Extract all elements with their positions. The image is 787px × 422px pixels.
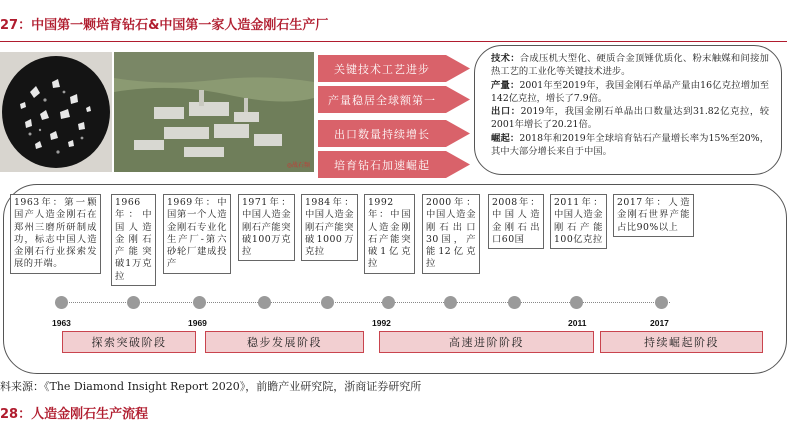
stage-high-speed: 高速进阶阶段 xyxy=(379,331,594,353)
arrow-label: 关键技术工艺进步 xyxy=(334,62,430,76)
arrow-label: 出口数量持续增长 xyxy=(334,127,430,141)
figure-header xyxy=(0,0,787,42)
photo-caption: ◎战石频 xyxy=(286,162,310,169)
tech-text: 合成压机大型化、硬质合金顶锤优质化、粉末触媒和间接加热工艺的工业化等关键技术进步。 xyxy=(491,53,769,78)
event-2017: 2017年：人造金刚石世界产能占比90%以上 xyxy=(613,194,694,237)
timeline-dot xyxy=(321,296,334,309)
year-label: 2011 xyxy=(568,318,587,328)
timeline-dot xyxy=(382,296,395,309)
event-2008: 2008年：中国人造金刚石出口60国 xyxy=(488,194,544,249)
output-heading: 产量： xyxy=(491,79,520,91)
stage-exploration: 探索突破阶段 xyxy=(62,331,196,353)
timeline-dot xyxy=(258,296,271,309)
year-label: 1963 xyxy=(52,318,71,328)
export-text: 2019年，我国金刚石单晶出口数量达到31.82亿克拉，较2001年增长了20.21倍。 xyxy=(491,106,769,131)
event-1969: 1969年：中国第一个人造金刚石专业化生产厂-第六砂轮厂建成投产 xyxy=(163,194,231,274)
rise-paragraph xyxy=(491,132,769,159)
year-label: 1969 xyxy=(188,318,207,328)
output-text: 2001年至2019年，我国金刚石单晶产量由16亿克拉增加至142亿克拉，增长了7.9倍。 xyxy=(491,79,769,104)
timeline-dot xyxy=(655,296,668,309)
source-note: 料来源：《The Diamond Insight Report 2020》，前瞻产业研究院，浙商证券研究所 xyxy=(0,380,422,393)
arrow-tech-progress xyxy=(318,55,470,82)
next-figure-title: 28：人造金刚石生产流程 xyxy=(0,407,149,422)
figure-title: 27：中国第一颗培育钻石&中国第一家人造金刚石生产厂 xyxy=(0,18,329,33)
diamond-photo xyxy=(0,52,112,172)
export-heading: 出口： xyxy=(491,106,521,118)
summary-box xyxy=(474,45,782,175)
stage-steady: 稳步发展阶段 xyxy=(205,331,364,353)
stage-continued-rise: 持续崛起阶段 xyxy=(600,331,763,353)
event-1992: 1992年：中国人造金刚石产能突破1亿克拉 xyxy=(364,194,415,274)
arrow-label: 产量稳居全球额第一 xyxy=(328,93,436,107)
rise-heading: 崛起： xyxy=(491,132,520,144)
tech-heading: 技术： xyxy=(491,53,520,64)
timeline-dot xyxy=(127,296,140,309)
arrow-export-growth xyxy=(318,120,470,147)
arrow-label: 培育钻石加速崛起 xyxy=(334,158,430,172)
export-paragraph xyxy=(491,105,769,132)
rise-text: 2018年和2019年全球培育钻石产量增长率为15%至20%，其中大部分增长来自于中国。 xyxy=(491,132,769,158)
event-1966: 1966年：中国人造金刚石产能突破1万克拉 xyxy=(111,194,156,286)
event-2011: 2011年：中国人造金刚石产能100亿克拉 xyxy=(550,194,607,249)
year-label: 2017 xyxy=(650,318,669,328)
factory-photo xyxy=(114,52,314,172)
output-paragraph xyxy=(491,79,769,106)
timeline-dot xyxy=(444,296,457,309)
tech-paragraph xyxy=(491,52,769,79)
timeline-dot xyxy=(55,296,68,309)
arrow-output-first xyxy=(318,86,470,113)
timeline-dot xyxy=(193,296,206,309)
arrow-rise xyxy=(318,151,470,178)
event-2000: 2000年：中国人造金刚石出口30国，产能12亿克拉 xyxy=(422,194,480,274)
event-1971: 1971年：中国人造金刚石产能突破100万克拉 xyxy=(238,194,295,261)
timeline-dot xyxy=(508,296,521,309)
timeline-dot xyxy=(570,296,583,309)
year-label: 1992 xyxy=(372,318,391,328)
event-1984: 1984年：中国人造金刚石产能突破1000万克拉 xyxy=(301,194,358,261)
event-1963: 1963年：第一颗国产人造金刚石在郑州三磨所研制成功，标志中国人造金刚石行业探索发展的开端。 xyxy=(10,194,101,274)
